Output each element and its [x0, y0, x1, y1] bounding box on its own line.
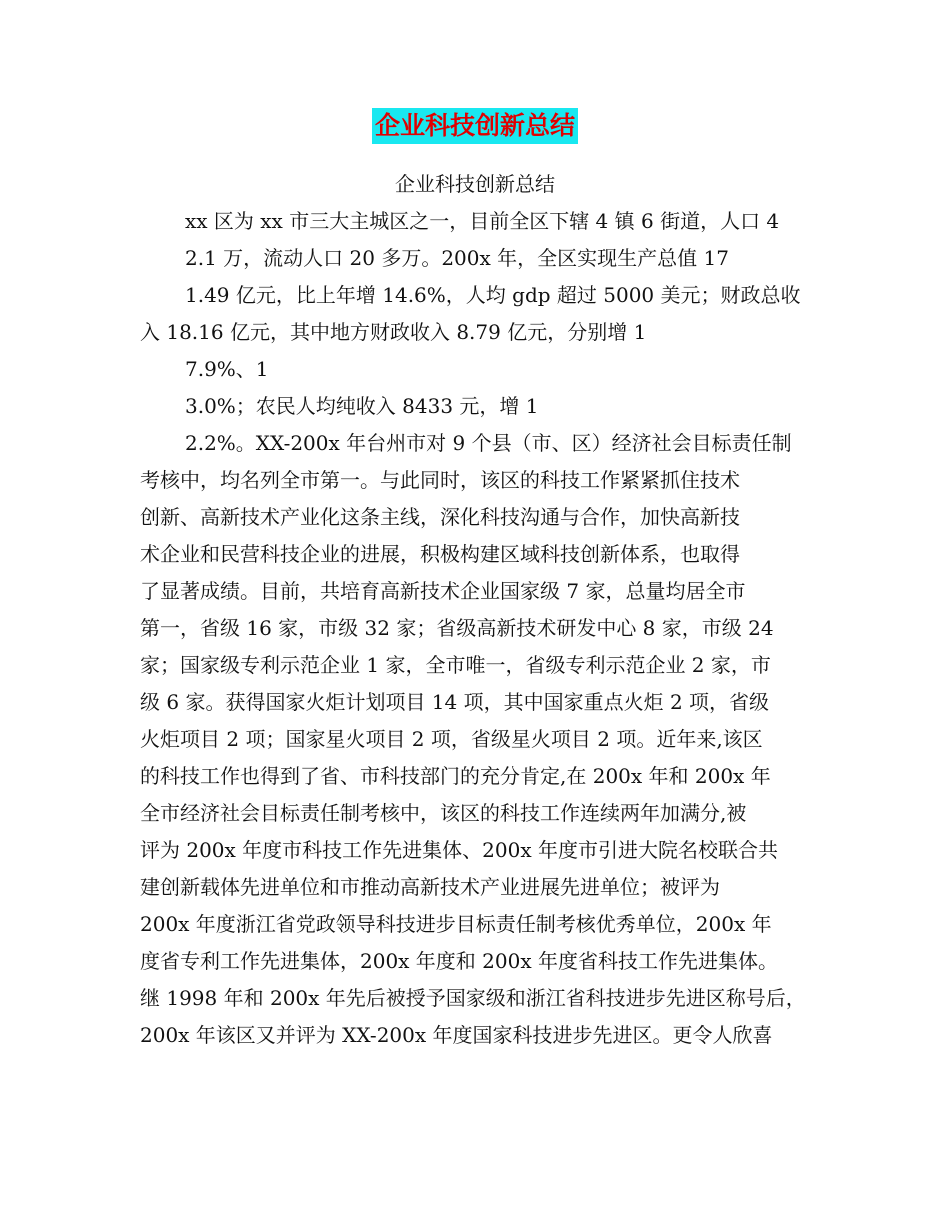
body-line: xx 区为 xx 市三大主城区之一，目前全区下辖 4 镇 6 街道，人口 4	[185, 209, 780, 233]
body-line: 度省专利工作先进集体，200x 年度和 200x 年度省科技工作先进集体。	[140, 949, 778, 973]
body-line: 2.1 万，流动人口 20 多万。200x 年，全区实现生产总值 17	[185, 246, 729, 270]
body-line: 火炬项目 2 项；国家星火项目 2 项，省级星火项目 2 项。近年来,该区	[140, 727, 763, 751]
body-line: 7.9%、1	[185, 357, 269, 381]
body-line: 3.0%；农民人均纯收入 8433 元，增 1	[185, 394, 539, 418]
document-subtitle: 企业科技创新总结	[395, 172, 555, 196]
title-container	[0, 108, 950, 144]
body-line: 第一，省级 16 家，市级 32 家；省级高新技术研发中心 8 家，市级 24	[140, 616, 774, 640]
body-line: 200x 年该区又并评为 XX-200x 年度国家科技进步先进区。更令人欣喜	[140, 1023, 773, 1047]
body-line: 了显著成绩。目前，共培育高新技术企业国家级 7 家，总量均居全市	[140, 579, 746, 603]
body-line: 200x 年度浙江省党政领导科技进步目标责任制考核优秀单位，200x 年	[140, 912, 772, 936]
body-line: 家；国家级专利示范企业 1 家，全市唯一，省级专利示范企业 2 家，市	[140, 653, 771, 677]
body-line: 的科技工作也得到了省、市科技部门的充分肯定,在 200x 年和 200x 年	[140, 764, 771, 788]
document-title: 企业科技创新总结	[372, 108, 578, 144]
body-line: 2.2%。XX-200x 年台州市对 9 个县（市、区）经济社会目标责任制	[185, 431, 792, 455]
body-line: 建创新载体先进单位和市推动高新技术产业进展先进单位；被评为	[140, 875, 720, 899]
body-line: 入 18.16 亿元，其中地方财政收入 8.79 亿元，分别增 1	[140, 320, 647, 344]
body-line: 继 1998 年和 200x 年先后被授予国家级和浙江省科技进步先进区称号后，	[140, 986, 806, 1010]
body-line: 术企业和民营科技企业的进展，积极构建区域科技创新体系，也取得	[140, 542, 740, 566]
body-line: 考核中，均名列全市第一。与此同时，该区的科技工作紧紧抓住技术	[140, 468, 740, 492]
body-line: 1.49 亿元，比上年增 14.6%，人均 gdp 超过 5000 美元；财政总收	[185, 283, 801, 307]
body-line: 全市经济社会目标责任制考核中，该区的科技工作连续两年加满分,被	[140, 801, 747, 825]
body-line: 评为 200x 年度市科技工作先进集体、200x 年度市引进大院名校联合共	[140, 838, 778, 862]
body-line: 级 6 家。获得国家火炬计划项目 14 项，其中国家重点火炬 2 项，省级	[140, 690, 770, 714]
body-line: 创新、高新技术产业化这条主线，深化科技沟通与合作，加快高新技	[140, 505, 740, 529]
